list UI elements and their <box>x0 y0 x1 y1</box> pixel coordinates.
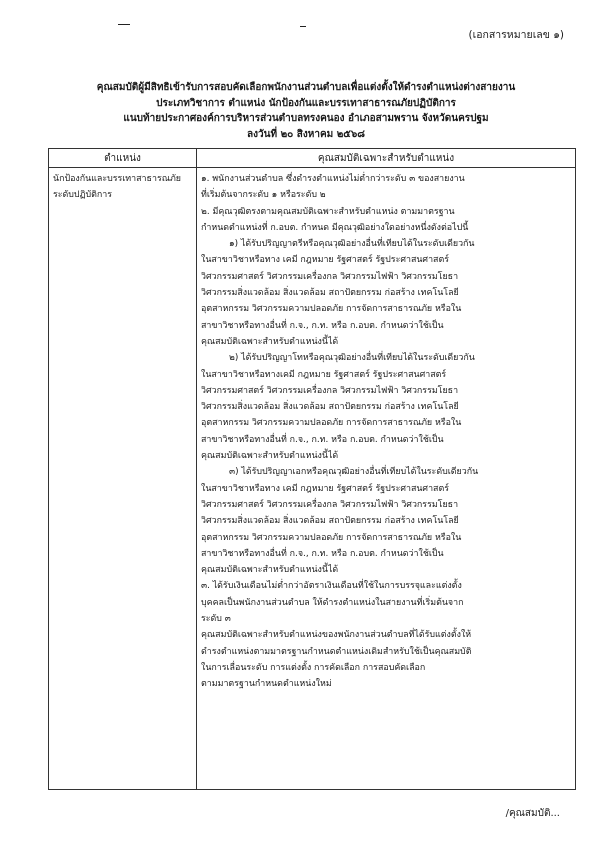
qualification-line: วิศวกรรมสิ่งแวดล้อม สิ่งแวดล้อม สถาปัตยกรรม ก่อสร้าง เทคโนโลยี <box>201 288 459 299</box>
qualification-line: ระดับ ๓ <box>201 614 231 625</box>
title-line: ลงวันที่ ๒๐ สิงหาคม ๒๕๖๘ <box>247 128 365 140</box>
qualification-line: ๓. ได้รับเงินเดือนไม่ต่ำกว่าอัตราเงินเดือนที่ใช้ในการบรรจุและแต่งตั้ง <box>201 581 462 592</box>
qualification-line: ในสาขาวิชาหรือทาง เคมี กฎหมาย รัฐศาสตร์ รัฐประศาสนศาสตร์ <box>201 255 450 266</box>
document-title <box>48 80 564 142</box>
position-name-line: ระดับปฏิบัติการ <box>53 190 113 201</box>
title-line: คุณสมบัติผู้มีสิทธิเข้ารับการสอบคัดเลือกพนักงานส่วนตำบลเพื่อแต่งตั้งให้ดำรงตำแหน่งต่างสายงาน <box>96 82 516 93</box>
qualification-line: ๑. พนักงานส่วนตำบล ซึ่งดำรงตำแหน่งไม่ต่ำกว่าระดับ ๓ ของสายงาน <box>201 174 465 184</box>
qualification-line: ๑) ได้รับปริญญาตรีหรือคุณวุฒิอย่างอื่นที่เทียบได้ในระดับเดียวกัน <box>229 239 475 250</box>
qualification-line: บุคคลเป็นพนักงานส่วนตำบล ให้ดำรงตำแหน่งในสายงานที่เริ่มต้นจาก <box>201 597 464 608</box>
qualification-line: ๒) ได้รับปริญญาโทหรือคุณวุฒิอย่างอื่นที่เทียบได้ในระดับเดียวกัน <box>229 353 475 364</box>
scan-mark <box>118 24 130 25</box>
scan-mark <box>300 26 306 27</box>
qualification-line: คุณสมบัติเฉพาะสำหรับตำแหน่งนี้ได้ <box>201 336 339 347</box>
qualification-line: สาขาวิชาหรือทางอื่นที่ ก.จ., ก.ท. หรือ ก.อบต. กำหนดว่าใช้เป็น <box>201 434 444 445</box>
qualification-line: คุณสมบัติเฉพาะสำหรับตำแหน่งของพนักงานส่วนตำบลที่ได้รับแต่งตั้งให้ <box>201 630 472 641</box>
qualification-line: คุณสมบัติเฉพาะสำหรับตำแหน่งนี้ได้ <box>201 451 339 462</box>
qualification-line: อุตสาหกรรม วิศวกรรมความปลอดภัย การจัดการสาธารณภัย หรือใน <box>201 304 462 315</box>
title-line: ประเภทวิชาการ ตำแหน่ง นักป้องกันและบรรเทาสาธารณภัยปฏิบัติการ <box>156 97 456 109</box>
document-number: (เอกสารหมายเลข ๑) <box>468 29 564 41</box>
qualification-line: กำหนดตำแหน่งที่ ก.อบต. กำหนด มีคุณวุฒิอย่างใดอย่างหนึ่งดังต่อไปนี้ <box>201 222 469 233</box>
qualification-line: ที่เริ่มต้นจากระดับ ๑ หรือระดับ ๒ <box>201 190 326 201</box>
qualification-table <box>48 148 576 790</box>
qualification-line: สาขาวิชาหรือทางอื่นที่ ก.จ., ก.ท. หรือ ก.อบต. กำหนดว่าใช้เป็น <box>201 320 444 331</box>
qualification-line: ตามมาตรฐานกำหนดตำแหน่งใหม่ <box>201 679 332 690</box>
table-header-row <box>49 149 576 168</box>
qualification-cell <box>197 168 576 790</box>
header-position: ตำแหน่ง <box>49 149 197 168</box>
qualification-line: ในสาขาวิชาหรือทาง เคมี กฎหมาย รัฐศาสตร์ รัฐประศาสนศาสตร์ <box>201 483 450 494</box>
qualification-line: วิศวกรรมสิ่งแวดล้อม สิ่งแวดล้อม สถาปัตยกรรม ก่อสร้าง เทคโนโลยี <box>201 516 459 527</box>
qualification-line: วิศวกรรมสิ่งแวดล้อม สิ่งแวดล้อม สถาปัตยกรรม ก่อสร้าง เทคโนโลยี <box>201 402 459 413</box>
qualification-line: วิศวกรรมศาสตร์ วิศวกรรมเครื่องกล วิศวกรรมไฟฟ้า วิศวกรรมโยธา <box>201 271 459 282</box>
qualification-line: ๓) ได้รับปริญญาเอกหรือคุณวุฒิอย่างอื่นที่เทียบได้ในระดับเดียวกัน <box>229 467 479 478</box>
qualification-line: ดำรงตำแหน่งตามมาตรฐานกำหนดตำแหน่งเดิมสำหรับใช้เป็นคุณสมบัติ <box>201 646 472 657</box>
qualification-line: อุตสาหกรรม วิศวกรรมความปลอดภัย การจัดการสาธารณภัย หรือใน <box>201 532 462 543</box>
position-name-line: นักป้องกันและบรรเทาสาธารณภัย <box>53 174 181 184</box>
qualification-line: สาขาวิชาหรือทางอื่นที่ ก.จ., ก.ท. หรือ ก.อบต. กำหนดว่าใช้เป็น <box>201 548 444 559</box>
table-row <box>49 168 576 790</box>
position-cell <box>49 168 197 790</box>
qualification-line: วิศวกรรมศาสตร์ วิศวกรรมเครื่องกล วิศวกรรมไฟฟ้า วิศวกรรมโยธา <box>201 385 459 396</box>
title-line: แนบท้ายประกาศองค์การบริหารส่วนตำบลทรงคนอง อำเภอสามพราน จังหวัดนครปฐม <box>123 113 489 124</box>
continued-label: /คุณสมบัติ... <box>505 808 560 819</box>
qualification-line: ในการเลื่อนระดับ การแต่งตั้ง การคัดเลือก การสอบคัดเลือก <box>201 662 426 673</box>
header-qualification: คุณสมบัติเฉพาะสำหรับตำแหน่ง <box>197 149 576 168</box>
qualification-line: ในสาขาวิชาหรือทางเคมี กฎหมาย รัฐศาสตร์ รัฐประศาสนศาสตร์ <box>201 369 447 380</box>
qualification-line: คุณสมบัติเฉพาะสำหรับตำแหน่งนี้ได้ <box>201 565 339 576</box>
qualification-line: อุตสาหกรรม วิศวกรรมความปลอดภัย การจัดการสาธารณภัย หรือใน <box>201 418 462 429</box>
qualification-line: ๒. มีคุณวุฒิตรงตามคุณสมบัติเฉพาะสำหรับตำแหน่ง ตามมาตรฐาน <box>201 206 455 217</box>
qualification-line: วิศวกรรมศาสตร์ วิศวกรรมเครื่องกล วิศวกรรมไฟฟ้า วิศวกรรมโยธา <box>201 499 459 510</box>
